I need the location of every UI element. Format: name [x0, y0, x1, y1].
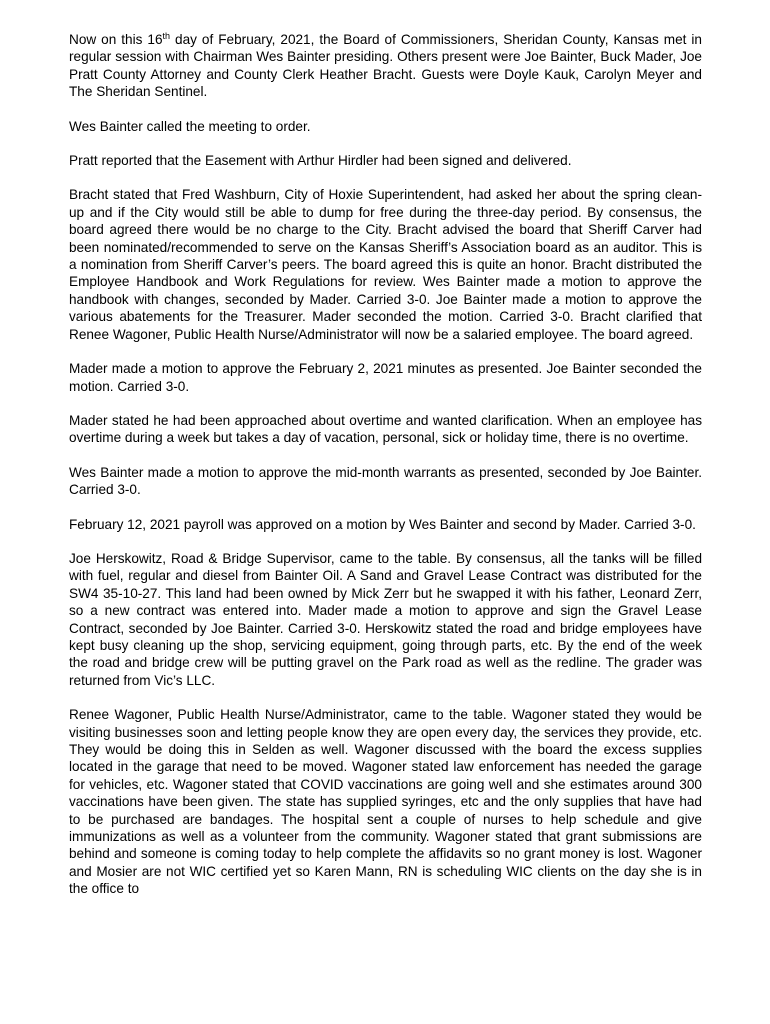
paragraph-payroll: February 12, 2021 payroll was approved on a motion by Wes Bainter and second by Mader. Carried 3-0. [69, 516, 696, 532]
paragraph-easement: Pratt reported that the Easement with Arthur Hirdler had been signed and delivered. [69, 153, 572, 169]
paragraph-warrants: Wes Bainter made a motion to approve the mid-month warrants as presented, seconded by Joe Bainter. Carried 3-0. [69, 464, 702, 498]
paragraph-overtime: Mader stated he had been approached about overtime and wanted clarification. When an employee has overtime during a week but takes a day of vacation, personal, sick or holiday time, there is no overtime. [69, 412, 702, 446]
opening-text-start: Now on this 16 [69, 32, 163, 47]
minutes-document [69, 31, 702, 915]
paragraph-call-to-order: Wes Bainter called the meeting to order. [69, 118, 311, 134]
paragraph-road-bridge: Joe Herskowitz, Road & Bridge Supervisor, came to the table. By consensus, all the tanks will be filled with fuel, regular and diesel from Bainter Oil. A Sand and Gravel Lease Contract was distributed for the SW4 35-10-27. This land had been owned by Mick Zerr but he swapped it with his father, Leonard Zerr, so a new contract was entered into. Mader made a motion to approve and sign the Gravel Lease Contract, seconded by Joe Bainter. Carried 3-0. Herskowitz stated the road and bridge employees have kept busy cleaning up the shop, servicing equipment, going through parts, etc. By the end of the week the road and bridge crew will be putting gravel on the Park road as well as the redline. The grader was returned from Vic’s LLC. [69, 550, 702, 688]
opening-text-rest: day of February, 2021, the Board of Commissioners, Sheridan County, Kansas met in regular session with Chairman Wes Bainter presiding. Others present were Joe Bainter, Buck Mader, Joe Pratt County Attorney and County Clerk Heather Bracht. Guests were Doyle Kauk, Carolyn Meyer and The Sheridan Sentinel. [69, 32, 702, 100]
ordinal-suffix: th [162, 31, 171, 41]
paragraph-minutes-approval: Mader made a motion to approve the February 2, 2021 minutes as presented. Joe Bainter seconded the motion. Carried 3-0. [69, 361, 702, 394]
paragraph-clerk-report: Bracht stated that Fred Washburn, City of Hoxie Superintendent, had asked her about the spring clean-up and if the City would still be able to dump for free during the three-day period. By consensus, the board agreed there would be no charge to the City. Bracht advised the board that Sheriff Carver had been nominated/recommended to serve on the Kansas Sheriff’s Association board as an auditor. This is a nomination from Sheriff Carver’s peers. The board agreed this is quite an honor. Bracht distributed the Employee Handbook and Work Regulations for review. Wes Bainter made a motion to approve the handbook with changes, seconded by Mader. Carried 3-0. Joe Bainter made a motion to approve the various abatements for the Treasurer. Mader seconded the motion. Carried 3-0. Bracht clarified that Renee Wagoner, Public Health Nurse/Administrator will now be a salaried employee. The board agreed. [69, 187, 702, 342]
paragraph-public-health: Renee Wagoner, Public Health Nurse/Administrator, came to the table. Wagoner stated they would be visiting businesses soon and letting people know they are open every day, the services they provide, etc. They would be doing this in Selden as well. Wagoner discussed with the board the excess supplies located in the garage that need to be moved. Wagoner stated law enforcement has needed the garage for vehicles, etc. Wagoner stated that COVID vaccinations are going well and she estimates around 300 vaccinations have been given. The state has supplied syringes, etc and the only supplies that have had to be purchased are bandages. The hospital sent a couple of nurses to help schedule and give immunizations as well as a volunteer from the community. Wagoner stated that grant submissions are behind and someone is coming today to help complete the affidavits so no grant money is lost. Wagoner and Mosier are not WIC certified yet so Karen Mann, RN is scheduling WIC clients on the day she is in the office to [69, 707, 702, 897]
paragraph-opening [69, 31, 702, 101]
